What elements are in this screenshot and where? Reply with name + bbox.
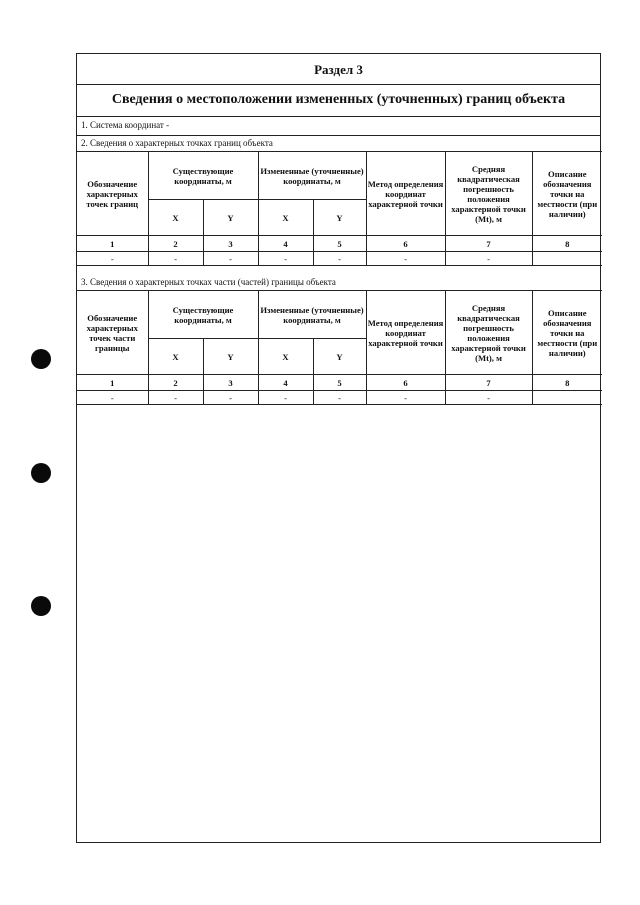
- column-number: 4: [258, 375, 313, 391]
- header-designation: Обозначение характерных точек части границы: [77, 291, 148, 375]
- header-y: Y: [313, 339, 366, 375]
- column-number: 2: [148, 375, 203, 391]
- cell-value: -: [148, 391, 203, 405]
- cell-value: -: [77, 252, 148, 266]
- section-title: Раздел 3: [314, 62, 363, 77]
- cell-value: -: [445, 391, 532, 405]
- header-y: Y: [313, 200, 366, 236]
- table-row: [77, 252, 602, 266]
- cell-value: -: [203, 391, 258, 405]
- column-number: 8: [532, 236, 602, 252]
- column-number: 7: [445, 375, 532, 391]
- column-number: 5: [313, 375, 366, 391]
- divider: [77, 116, 600, 117]
- block2-heading: 2. Сведения о характерных точках границ объекта: [81, 138, 273, 148]
- header-method: Метод определения координат характерной точки: [366, 291, 445, 375]
- column-number: 8: [532, 375, 602, 391]
- header-existing-coords: Существующие координаты, м: [148, 152, 258, 200]
- cell-value: -: [313, 391, 366, 405]
- cell-value: -: [313, 252, 366, 266]
- header-description: Описание обозначения точки на местности (при наличии): [532, 291, 602, 375]
- part-boundary-points-table: [77, 290, 602, 405]
- column-number: 7: [445, 236, 532, 252]
- column-number: 1: [77, 236, 148, 252]
- header-y: Y: [203, 200, 258, 236]
- cell-value: -: [77, 391, 148, 405]
- header-existing-coords: Существующие координаты, м: [148, 291, 258, 339]
- header-error: Средняя квадратическая погрешность положения характерной точки (Mt), м: [445, 152, 532, 236]
- cell-value: -: [258, 252, 313, 266]
- header-changed-coords: Измененные (уточненные) координаты, м: [258, 291, 366, 339]
- coordinate-system-line: 1. Система координат -: [81, 120, 170, 130]
- header-description: Описание обозначения точки на местности (при наличии): [532, 152, 602, 236]
- block3-heading: 3. Сведения о характерных точках части (частей) границы объекта: [81, 277, 336, 287]
- cell-value: -: [203, 252, 258, 266]
- divider: [77, 135, 600, 136]
- column-number: 6: [366, 375, 445, 391]
- form-frame: [76, 53, 601, 843]
- column-number-row: [77, 375, 602, 391]
- cell-value: -: [366, 252, 445, 266]
- cell-value: -: [445, 252, 532, 266]
- punch-hole-middle: [31, 463, 51, 483]
- column-number: 1: [77, 375, 148, 391]
- table-row: [77, 391, 602, 405]
- header-x: X: [258, 339, 313, 375]
- column-number-row: [77, 236, 602, 252]
- column-number: 2: [148, 236, 203, 252]
- header-x: X: [258, 200, 313, 236]
- header-error: Средняя квадратическая погрешность положения характерной точки (Mt), м: [445, 291, 532, 375]
- cell-value: [532, 252, 602, 266]
- cell-value: -: [148, 252, 203, 266]
- column-number: 4: [258, 236, 313, 252]
- column-number: 3: [203, 236, 258, 252]
- boundary-points-table: [77, 151, 602, 266]
- cell-value: -: [258, 391, 313, 405]
- punch-hole-bottom: [31, 596, 51, 616]
- column-number: 3: [203, 375, 258, 391]
- header-method: Метод определения координат характерной точки: [366, 152, 445, 236]
- header-designation: Обозначение характерных точек границ: [77, 152, 148, 236]
- divider: [77, 84, 600, 85]
- header-changed-coords: Измененные (уточненные) координаты, м: [258, 152, 366, 200]
- punch-hole-top: [31, 349, 51, 369]
- header-y: Y: [203, 339, 258, 375]
- column-number: 6: [366, 236, 445, 252]
- cell-value: -: [366, 391, 445, 405]
- column-number: 5: [313, 236, 366, 252]
- section-subtitle: Сведения о местоположении измененных (уточненных) границ объекта: [111, 92, 566, 107]
- header-x: X: [148, 339, 203, 375]
- header-x: X: [148, 200, 203, 236]
- cell-value: [532, 391, 602, 405]
